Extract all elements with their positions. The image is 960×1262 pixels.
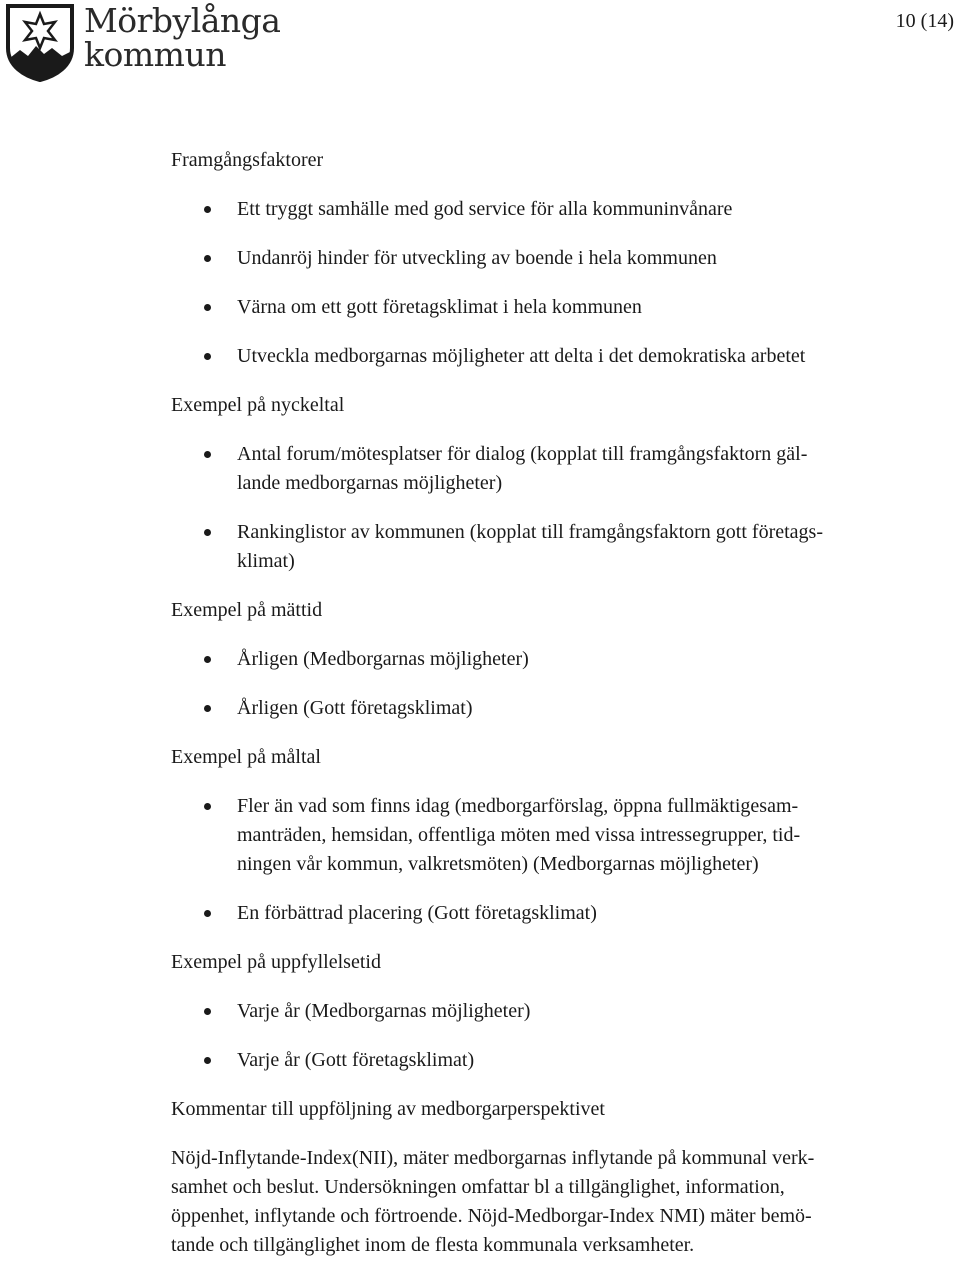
key-figures-heading: Exempel på nyckeltal bbox=[171, 394, 345, 416]
targets-list bbox=[171, 792, 891, 928]
fulfillment-time-heading: Exempel på uppfyllelsetid bbox=[171, 951, 381, 973]
logo-name-line2: kommun bbox=[84, 35, 226, 74]
list-item: Årligen (Gott företagsklimat) bbox=[237, 694, 891, 723]
list-item bbox=[237, 518, 891, 576]
key-figures-list bbox=[171, 440, 891, 576]
list-item-line: Antal forum/mötesplatser för dialog (kopplat till framgångsfaktorn gäl- bbox=[237, 443, 808, 465]
measurement-time-heading: Exempel på mättid bbox=[171, 599, 323, 621]
comment-paragraph bbox=[171, 1144, 891, 1260]
list-item: Värna om ett gott företagsklimat i hela kommunen bbox=[237, 293, 891, 322]
paragraph-line: Nöjd-Inflytande-Index(NII), mäter medborgarnas inflytande på kommunal verk- bbox=[171, 1147, 815, 1169]
logo-name-line1: Mörbylånga bbox=[84, 1, 281, 40]
targets-heading: Exempel på måltal bbox=[171, 746, 321, 768]
list-item: Ett tryggt samhälle med god service för alla kommuninvånare bbox=[237, 195, 891, 224]
success-factors-list bbox=[171, 195, 891, 371]
measurement-time-list bbox=[171, 645, 891, 723]
page-number: 10 (14) bbox=[895, 10, 954, 32]
paragraph-line: öppenhet, inflytande och förtroende. Nöjd-Medborgar-Index NMI) mäter bemö- bbox=[171, 1205, 812, 1227]
list-item bbox=[237, 792, 891, 879]
list-item: Varje år (Gott företagsklimat) bbox=[237, 1046, 891, 1075]
comment-heading: Kommentar till uppföljning av medborgarperspektivet bbox=[171, 1098, 605, 1120]
list-item-line: klimat) bbox=[237, 550, 295, 572]
list-item: Årligen (Medborgarnas möjligheter) bbox=[237, 645, 891, 674]
list-item-line: Rankinglistor av kommunen (kopplat till framgångsfaktorn gott företags- bbox=[237, 521, 823, 543]
paragraph-line: samhet och beslut. Undersökningen omfattar bl a tillgänglighet, information, bbox=[171, 1176, 785, 1198]
list-item: En förbättrad placering (Gott företagsklimat) bbox=[237, 899, 891, 928]
list-item: Varje år (Medborgarnas möjligheter) bbox=[237, 997, 891, 1026]
list-item-line: manträden, hemsidan, offentliga möten med vissa intressegrupper, tid- bbox=[237, 824, 801, 846]
list-item: Utveckla medborgarnas möjligheter att delta i det demokratiska arbetet bbox=[237, 342, 891, 371]
success-factors-heading: Framgångsfaktorer bbox=[171, 149, 324, 171]
municipality-logo bbox=[4, 2, 280, 82]
document-body bbox=[171, 146, 891, 1260]
list-item bbox=[237, 440, 891, 498]
list-item-line: ningen vår kommun, valkretsmöten) (Medborgarnas möjligheter) bbox=[237, 853, 759, 875]
list-item-line: lande medborgarnas möjligheter) bbox=[237, 472, 503, 494]
list-item-line: Fler än vad som finns idag (medborgarförslag, öppna fullmäktigesam- bbox=[237, 795, 799, 817]
list-item: Undanröj hinder för utveckling av boende i hela kommunen bbox=[237, 244, 891, 273]
paragraph-line: tande och tillgänglighet inom de flesta kommunala verksamheter. bbox=[171, 1234, 695, 1256]
coat-of-arms-icon bbox=[4, 2, 76, 82]
fulfillment-time-list bbox=[171, 997, 891, 1075]
